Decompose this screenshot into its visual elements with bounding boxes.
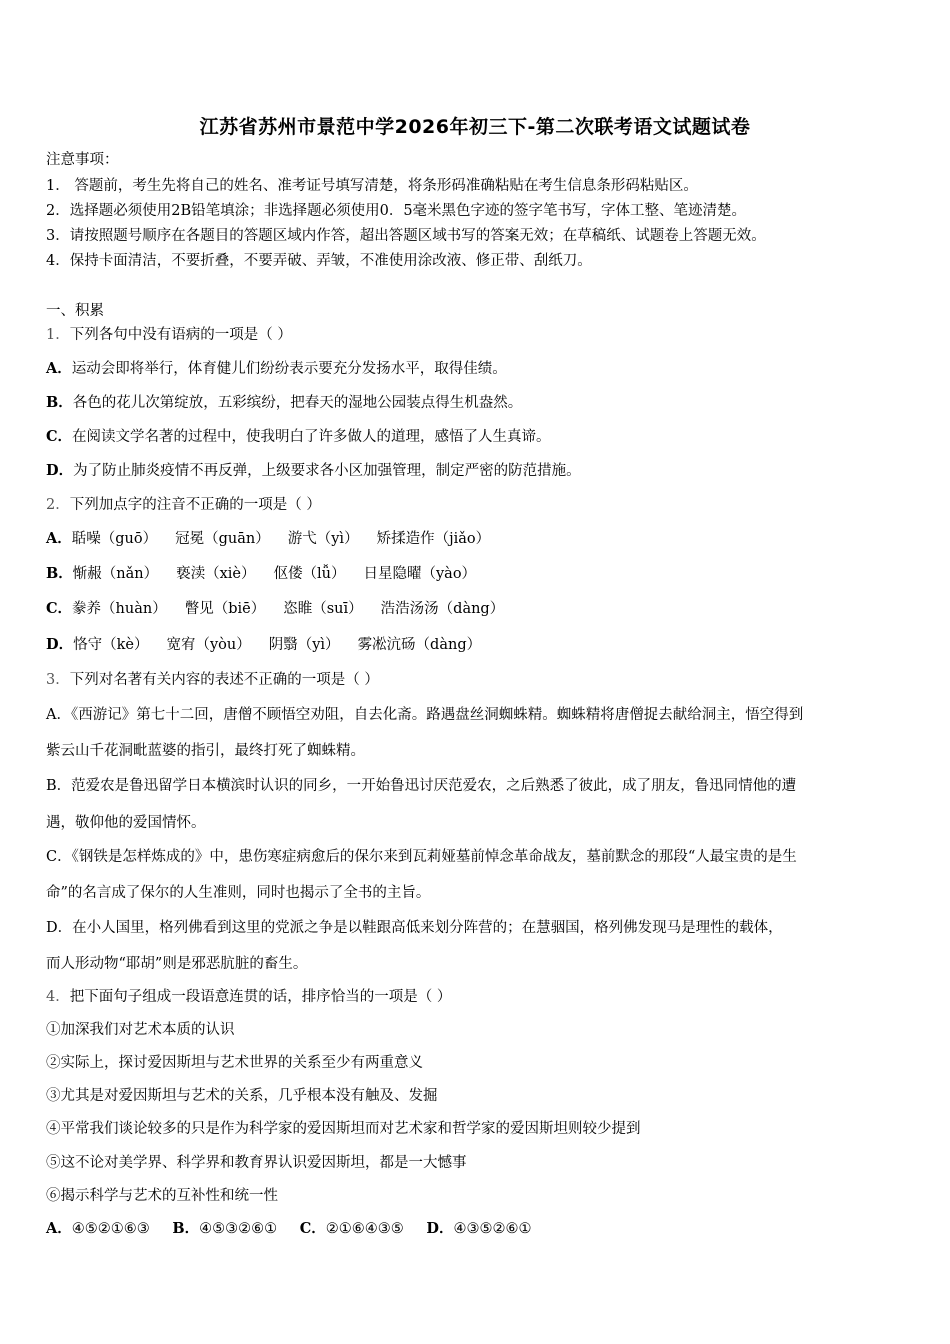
option-label: C． (46, 428, 73, 445)
answer-label: A． (46, 1220, 72, 1237)
notice-item: 4．保持卡面清洁，不要折叠，不要弄破、弄皱，不准使用涂改液、修正带、刮纸刀。 (46, 253, 592, 269)
option-item: 矫揉造作（jiǎo） (376, 531, 491, 547)
option-item: 豢养（huàn） (72, 601, 167, 617)
q1-option-d (46, 461, 581, 481)
answer-text: ②①⑥④③⑤ (325, 1221, 404, 1237)
option-item: 惭赧（nǎn） (72, 566, 159, 582)
question-4-stem (46, 987, 451, 1007)
option-item: 亵渎（xiè） (176, 566, 256, 582)
option-label: A． (46, 530, 72, 547)
notice-item: 3．请按照题号顺序在各题目的答题区域内作答，超出答题区域书写的答案无效；在草稿纸、试题卷上答题无效。 (46, 228, 766, 244)
option-item: 恪守（kè） (73, 637, 149, 653)
option-item: 冠冕（guān） (175, 531, 270, 547)
option-item: 宽宥（yòu） (166, 637, 251, 653)
section-heading: 一、积累 (46, 303, 104, 319)
answer-label: B． (172, 1220, 200, 1237)
option-label: B． (46, 565, 73, 582)
option-item: 聒噪（guō） (71, 531, 158, 547)
question-number: 4． (46, 989, 70, 1005)
q3-line: B．范爱农是鲁迅留学日本横滨时认识的同乡，一开始鲁迅讨厌范爱农，之后熟悉了彼此，成了朋友，鲁迅同情他的遭 (46, 778, 797, 794)
question-1-stem (46, 325, 292, 345)
q4-sentence: ④平常我们谈论较多的只是作为科学家的爱因斯坦而对艺术家和哲学家的爱因斯坦则较少提到 (46, 1121, 641, 1137)
q3-line: 命”的名言成了保尔的人生准则，同时也揭示了全书的主旨。 (46, 885, 431, 901)
notice-item: 1． 答题前，考生先将自己的姓名、准考证号填写清楚，将条形码准确粘贴在考生信息条形码粘贴区。 (46, 178, 698, 194)
q4-sentence: ⑤这不论对美学界、科学界和教育界认识爱因斯坦，都是一大憾事 (46, 1155, 467, 1171)
option-text: 各色的花儿次第绽放，五彩缤纷，把春天的湿地公园装点得生机盎然。 (72, 395, 523, 411)
q4-sentence: ⑥揭示科学与艺术的互补性和统一性 (46, 1188, 278, 1204)
option-item: 日星隐曜（yào） (363, 566, 477, 582)
option-item: 游弋（yì） (287, 531, 359, 547)
q3-line: C．《钢铁是怎样炼成的》中，患伤寒症病愈后的保尔来到瓦莉娅墓前悼念革命战友，墓前默念的那段“人最宝贵的是生 (46, 849, 797, 865)
q2-option-d (46, 635, 481, 655)
q3-line: 遇，敬仰他的爱国情怀。 (46, 815, 206, 831)
answer-text: ④⑤③②⑥① (199, 1221, 278, 1237)
question-text: 下列对名著有关内容的表述不正确的一项是（ ） (69, 672, 379, 688)
answer-text: ④⑤②①⑥③ (71, 1221, 150, 1237)
option-label: B． (46, 394, 73, 411)
q2-option-c (46, 599, 504, 619)
option-item: 瞥见（biē） (184, 601, 266, 617)
option-item: 伛偻（lǚ） (273, 566, 346, 582)
q1-option-b (46, 393, 522, 413)
option-label: A． (46, 360, 72, 377)
q1-option-a (46, 359, 507, 379)
option-label: D． (46, 462, 74, 479)
option-text: 运动会即将举行，体育健儿们纷纷表示要充分发扬水平，取得佳绩。 (71, 361, 507, 377)
q4-sentence: ①加深我们对艺术本质的认识 (46, 1022, 235, 1038)
question-2-stem (46, 495, 321, 515)
q4-answers (46, 1219, 531, 1239)
question-number: 3． (46, 672, 70, 688)
q2-option-b (46, 564, 476, 584)
option-text: 在阅读文学名著的过程中，使我明白了许多做人的道理，感悟了人生真谛。 (72, 429, 551, 445)
q2-option-a (46, 529, 490, 549)
notice-heading: 注意事项： (46, 152, 119, 168)
q3-line: A．《西游记》第七十二回，唐僧不顾悟空劝阻，自去化斋。路遇盘丝洞蜘蛛精。蜘蛛精将唐僧捉去献给洞主，悟空得到 (46, 707, 804, 723)
answer-label: D． (426, 1220, 454, 1237)
notice-item: 2．选择题必须使用2B铅笔填涂；非选择题必须使用0．5毫米黑色字迹的签字笔书写，字体工整、笔迹清楚。 (46, 203, 747, 219)
option-label: C． (46, 600, 73, 617)
question-number: 2． (46, 497, 70, 513)
option-item: 恣睢（suī） (283, 601, 363, 617)
option-label: D． (46, 636, 74, 653)
option-item: 浩浩汤汤（dàng） (380, 601, 505, 617)
option-item: 阴翳（yì） (268, 637, 340, 653)
q1-option-c (46, 427, 551, 447)
question-text: 下列加点字的注音不正确的一项是（ ） (69, 497, 321, 513)
page-title: 江苏省苏州市景范中学2026年初三下-第二次联考语文试题试卷 (199, 116, 751, 138)
q3-line: 紫云山千花洞毗蓝婆的指引，最终打死了蜘蛛精。 (46, 743, 365, 759)
q3-line: D．在小人国里，格列佛看到这里的党派之争是以鞋跟高低来划分阵营的；在慧骃国，格列佛发现马是理性的载体， (46, 920, 783, 936)
q4-sentence: ③尤其是对爱因斯坦与艺术的关系，几乎根本没有触及、发掘 (46, 1088, 438, 1104)
answer-text: ④③⑤②⑥① (453, 1221, 532, 1237)
q3-line: 而人形动物“耶胡”则是邪恶肮脏的畜生。 (46, 956, 308, 972)
answer-label: C． (299, 1220, 326, 1237)
q4-sentence: ②实际上，探讨爱因斯坦与艺术世界的关系至少有两重意义 (46, 1055, 423, 1071)
question-3-stem (46, 670, 379, 690)
option-text: 为了防止肺炎疫情不再反弹，上级要求各小区加强管理，制定严密的防范措施。 (73, 463, 581, 479)
question-text: 把下面句子组成一段语意连贯的话，排序恰当的一项是（ ） (69, 989, 452, 1005)
question-number: 1． (46, 327, 70, 343)
question-text: 下列各句中没有语病的一项是（ ） (69, 327, 292, 343)
option-item: 雾凇沆砀（dàng） (357, 637, 482, 653)
